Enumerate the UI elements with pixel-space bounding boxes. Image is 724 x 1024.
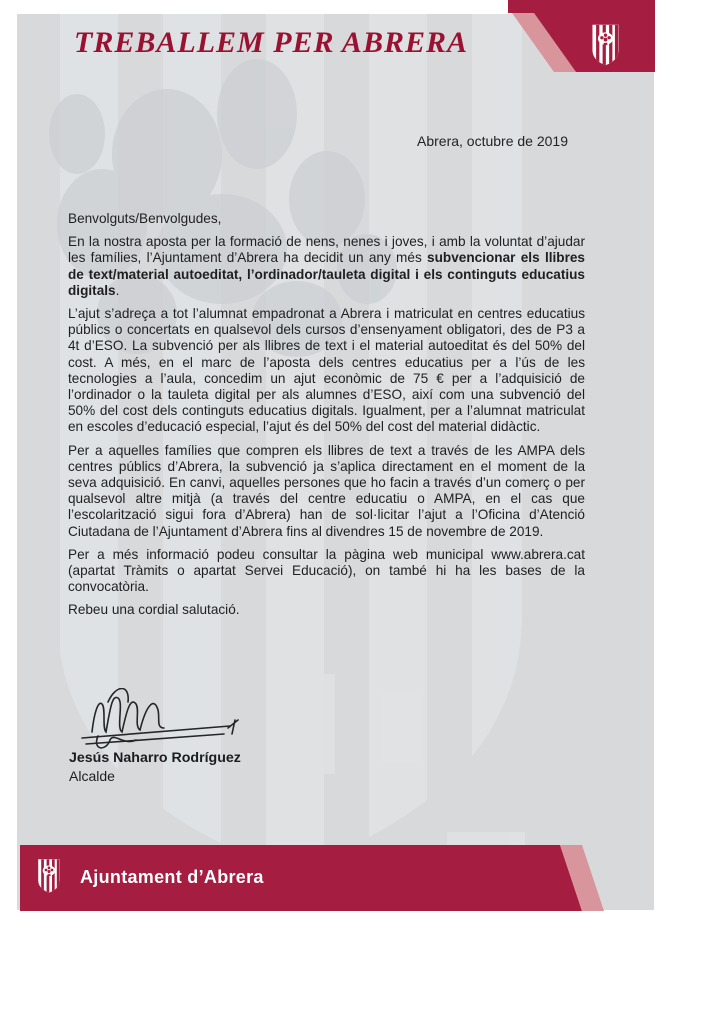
date-line: Abrera, octubre de 2019 — [417, 133, 568, 149]
paragraph-3: Per a aquelles famílies que compren els llibres de text a través de les AMPA dels centres públics d’Abrera, la subvenció ja s’aplica directament en el moment de la seva adquisició. En canvi, aquelles persones que ho facin a través d’un comerç o per qualsevol altre mitjà (a través del centre educatiu o AMPA, en el cas que l’escolarització sigui fora d’Abrera) han de sol·licitar l’ajut a l’Oficina d’Atenció Ciutadana de l’Ajuntament d’Abrera fins al divendres 15 de novembre de 2019. — [68, 442, 585, 539]
footer-org-name: Ajuntament d’Abrera — [80, 867, 264, 887]
letter-body — [68, 211, 585, 619]
paragraph-1-bold: subvencionar els llibres de text/material autoeditat, l’ordinador/tauleta digital i els continguts educatius digitals — [68, 250, 585, 298]
top-banner-strip — [508, 0, 655, 13]
page-title: TREBALLEM PER ABRERA — [74, 26, 468, 59]
paragraph-1-period: . — [115, 282, 120, 298]
abrera-crest-icon — [38, 859, 60, 893]
paragraph-1-normal: En la nostra aposta per la formació de nens, nenes i joves, i amb la voluntat d’ajudar les famílies, l’Ajuntament d’Abrera ha decidit un any més — [68, 234, 585, 266]
closing: Rebeu una cordial salutació. — [68, 602, 240, 618]
greeting: Benvolguts/Benvolgudes, — [68, 211, 222, 226]
signer-role: Alcalde — [69, 768, 115, 784]
top-banner — [500, 0, 660, 75]
abrera-crest-icon — [592, 25, 618, 66]
paragraph-4: Per a més informació podeu consultar la pàgina web municipal www.abrera.cat (apartat Tràmits o apartat Servei Educació), on també hi ha les bases de la convocatòria. — [68, 546, 585, 595]
paragraph-2: L’ajut s’adreça a tot l’alumnat empadronat a Abrera i matriculat en centres educatius públics o concertats en qualsevol dels cursos d’ensenyament obligatori, des de P3 a 4t d’ESO. La subvenció per als llibres de text i el material autoeditat és del 50% del cost. A més, en el marc de l’aposta dels centres educatius per a l’ús de les tecnologies a l’aula, concedim un ajut econòmic de 75 € per a l’adquisició de l’ordinador o la tauleta digital per als alumnes d’ESO, així com una subvenció del 50% del cost dels continguts educatius digitals. Igualment, per a l’alumnat matriculat en escoles d’educació especial, l’ajut és del 50% del cost del material didàctic. — [68, 306, 585, 435]
signer-name: Jesús Naharro Rodríguez — [69, 750, 241, 766]
paragraph-1 — [68, 234, 585, 299]
